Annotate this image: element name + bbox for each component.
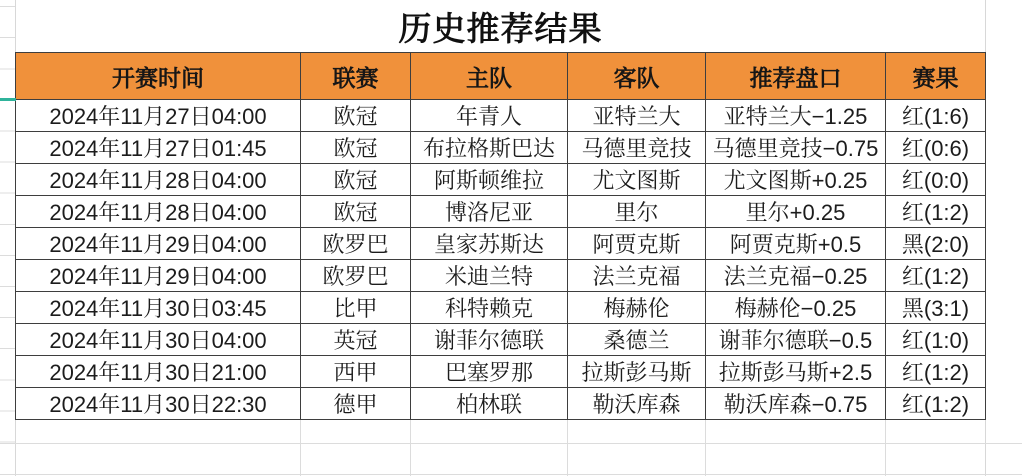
cell-handicap[interactable]: 拉斯彭马斯+2.5 [706, 356, 886, 388]
cell-away-team[interactable]: 马德里竞技 [568, 132, 706, 164]
cell-home-team[interactable]: 阿斯顿维拉 [411, 164, 568, 196]
cell-away-team[interactable]: 勒沃库森 [568, 388, 706, 420]
title-cell[interactable] [16, 0, 985, 52]
row-gutter [0, 0, 16, 476]
cell-kickoff-time[interactable]: 2024年11月29日04:00 [16, 260, 301, 292]
empty-gridline-v [885, 412, 886, 476]
cell-away-team[interactable]: 拉斯彭马斯 [568, 356, 706, 388]
cell-home-team[interactable]: 柏林联 [411, 388, 568, 420]
cell-handicap[interactable]: 亚特兰大−1.25 [706, 100, 886, 132]
empty-gridline-h [0, 443, 1022, 444]
cell-league[interactable]: 西甲 [301, 356, 411, 388]
table-row [16, 260, 986, 292]
cell-kickoff-time[interactable]: 2024年11月28日04:00 [16, 164, 301, 196]
cell-home-team[interactable]: 科特赖克 [411, 292, 568, 324]
header-league[interactable]: 联赛 [301, 53, 411, 100]
cell-handicap[interactable]: 勒沃库森−0.75 [706, 388, 886, 420]
cell-handicap[interactable]: 里尔+0.25 [706, 196, 886, 228]
table-row [16, 356, 986, 388]
cell-league[interactable]: 欧罗巴 [301, 228, 411, 260]
cell-result[interactable]: 红(1:2) [886, 196, 986, 228]
cell-league[interactable]: 欧冠 [301, 164, 411, 196]
cell-kickoff-time[interactable]: 2024年11月27日04:00 [16, 100, 301, 132]
cell-league[interactable]: 欧冠 [301, 196, 411, 228]
table-row [16, 100, 986, 132]
cell-result[interactable]: 红(1:6) [886, 100, 986, 132]
table-row [16, 196, 986, 228]
cell-handicap[interactable]: 尤文图斯+0.25 [706, 164, 886, 196]
header-home-team[interactable]: 主队 [411, 53, 568, 100]
cell-home-team[interactable]: 谢菲尔德联 [411, 324, 568, 356]
cell-league[interactable]: 欧罗巴 [301, 260, 411, 292]
cell-league[interactable]: 比甲 [301, 292, 411, 324]
cell-kickoff-time[interactable]: 2024年11月28日04:00 [16, 196, 301, 228]
cell-away-team[interactable]: 法兰克福 [568, 260, 706, 292]
cell-result[interactable]: 黑(2:0) [886, 228, 986, 260]
cell-result[interactable]: 红(1:0) [886, 324, 986, 356]
cell-away-team[interactable]: 里尔 [568, 196, 706, 228]
results-table [15, 52, 986, 420]
empty-gridline-v [410, 412, 411, 476]
cell-home-team[interactable]: 博洛尼亚 [411, 196, 568, 228]
cell-kickoff-time[interactable]: 2024年11月30日03:45 [16, 292, 301, 324]
empty-gridline-h [0, 474, 1022, 475]
table-row [16, 164, 986, 196]
cell-result[interactable]: 红(0:6) [886, 132, 986, 164]
cell-result[interactable]: 红(1:2) [886, 388, 986, 420]
table-row [16, 132, 986, 164]
table-body [16, 100, 986, 420]
empty-gridline-v [300, 412, 301, 476]
empty-gridline-v [705, 412, 706, 476]
cell-result[interactable]: 红(1:2) [886, 260, 986, 292]
page-title: 历史推荐结果 [398, 9, 603, 47]
cell-away-team[interactable]: 尤文图斯 [568, 164, 706, 196]
header-away-team[interactable]: 客队 [568, 53, 706, 100]
header-result[interactable]: 赛果 [886, 53, 986, 100]
cell-league[interactable]: 欧冠 [301, 132, 411, 164]
cell-handicap[interactable]: 梅赫伦−0.25 [706, 292, 886, 324]
cell-handicap[interactable]: 阿贾克斯+0.5 [706, 228, 886, 260]
cell-home-team[interactable]: 米迪兰特 [411, 260, 568, 292]
cell-away-team[interactable]: 梅赫伦 [568, 292, 706, 324]
cell-home-team[interactable]: 布拉格斯巴达 [411, 132, 568, 164]
header-handicap[interactable]: 推荐盘口 [706, 53, 886, 100]
cell-away-team[interactable]: 桑德兰 [568, 324, 706, 356]
cell-kickoff-time[interactable]: 2024年11月29日04:00 [16, 228, 301, 260]
frozen-pane-indicator [0, 98, 16, 101]
cell-kickoff-time[interactable]: 2024年11月30日22:30 [16, 388, 301, 420]
cell-league[interactable]: 德甲 [301, 388, 411, 420]
table-row [16, 388, 986, 420]
cell-handicap[interactable]: 马德里竞技−0.75 [706, 132, 886, 164]
empty-gridline-v [567, 412, 568, 476]
cell-kickoff-time[interactable]: 2024年11月27日01:45 [16, 132, 301, 164]
cell-result[interactable]: 黑(3:1) [886, 292, 986, 324]
cell-away-team[interactable]: 亚特兰大 [568, 100, 706, 132]
cell-handicap[interactable]: 谢菲尔德联−0.5 [706, 324, 886, 356]
cell-kickoff-time[interactable]: 2024年11月30日04:00 [16, 324, 301, 356]
header-kickoff-time[interactable]: 开赛时间 [16, 53, 301, 100]
cell-league[interactable]: 欧冠 [301, 100, 411, 132]
cell-result[interactable]: 红(0:0) [886, 164, 986, 196]
cell-result[interactable]: 红(1:2) [886, 356, 986, 388]
cell-league[interactable]: 英冠 [301, 324, 411, 356]
table-row [16, 292, 986, 324]
cell-away-team[interactable]: 阿贾克斯 [568, 228, 706, 260]
cell-handicap[interactable]: 法兰克福−0.25 [706, 260, 886, 292]
table-header-row [16, 53, 986, 100]
cell-kickoff-time[interactable]: 2024年11月30日21:00 [16, 356, 301, 388]
cell-home-team[interactable]: 巴塞罗那 [411, 356, 568, 388]
cell-home-team[interactable]: 年青人 [411, 100, 568, 132]
cell-home-team[interactable]: 皇家苏斯达 [411, 228, 568, 260]
table-row [16, 228, 986, 260]
table-row [16, 324, 986, 356]
